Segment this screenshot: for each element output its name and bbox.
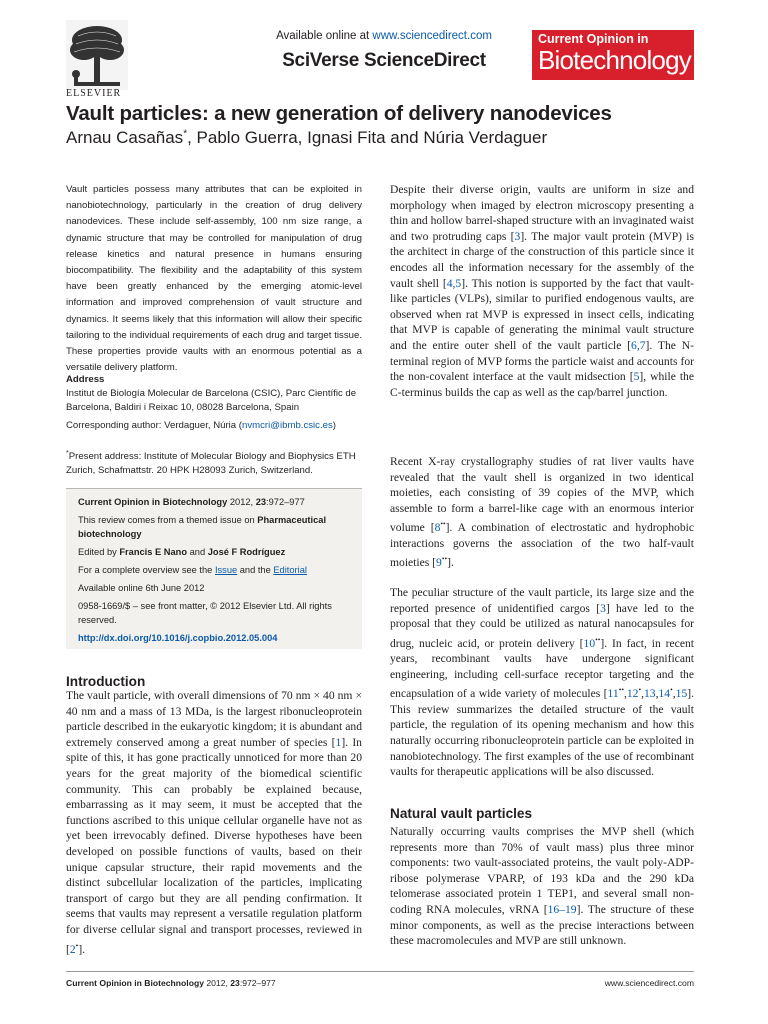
p2-c: ]. — [447, 556, 454, 570]
address-text: Institut de Biología Molecular de Barcelona (CSIC), Parc Científic de Barcelona, Baldiri i Reixac 10, 08028 Barcelona, Spain — [66, 388, 357, 413]
info-journal: Current Opinion in Biotechnology — [78, 497, 228, 507]
p4-b: ]. The structure of these minor components, as well as the precise interactions between these macromolecules and MVP are still unknown. — [390, 902, 694, 948]
info-citation — [78, 496, 352, 510]
p1-b: ]. The major vault protein (MVP) is the architect in charge of the construction of this particle since it encodes all the information necessary for the assembly of the vault shell [ — [390, 229, 694, 290]
address-block — [66, 373, 362, 415]
info-editor-1: Francis E Nano — [119, 546, 188, 557]
ref-5[interactable]: 5 — [633, 370, 640, 384]
paragraph-1 — [390, 182, 694, 400]
info-volume: 23 — [255, 497, 267, 507]
p3-sep-3: , — [655, 687, 659, 701]
p1-a: Despite their diverse origin, vaults are uniform in size and morphology when imaged by electron microscopy presenting a thin and hollow barrel-shaped structure with an invaginated waist and two protruding caps [ — [390, 183, 694, 243]
info-cite: 2012, — [227, 497, 256, 507]
p2-b: ]. A combination of electrostatic and hydrophobic interactions governs the association of the two half-vault moieties [ — [390, 521, 694, 570]
p1-e: ], while the C-terminus builds the cap as well as the cap/barrel junction. — [390, 370, 695, 399]
introduction-heading: Introduction — [66, 674, 146, 689]
author-1-mark: * — [183, 128, 188, 140]
paragraph-3 — [390, 585, 694, 780]
present-address-mark: * — [66, 450, 69, 457]
info-overview-mid: and the — [237, 565, 274, 576]
author-rest: , Pablo Guerra, Ignasi Fita and Núria Verdaguer — [187, 128, 548, 147]
sciencedirect-link[interactable]: www.sciencedirect.com — [372, 30, 492, 42]
info-edited — [78, 546, 352, 560]
p4-a: Naturally occurring vaults comprises the MVP shell (which represents more than 70% of vault mass) plus three minor components: two vault-associated proteins, the vault poly-ADP-ribose polymerase VPARP, of 193 kDa and the 290 kDa telomerase associated protein 1 TEP1, and several small non-coding RNA molecules, vRNA [ — [390, 825, 694, 916]
ref-9[interactable]: 9 — [436, 556, 442, 570]
corresponding-author — [66, 419, 362, 433]
issue-link[interactable]: Issue — [214, 565, 238, 576]
p3-d: ]. This review summarizes the detailed structure of the vault particle, the regulation of its opening mechanism and how this naturally occurring ribonucleoprotein particle can be exploited in nanobiotechnology. The first examples of the use of recombinant vaults for therapeutic applications will be also discussed. — [390, 687, 694, 779]
ref-1[interactable]: 1 — [335, 735, 342, 749]
info-overview — [78, 564, 352, 578]
ref-9-mark: •• — [441, 554, 448, 564]
p1-d: ]. The N-terminal region of MVP forms the particle waist and accounts for the non-covalent interface at the vault midsection [ — [390, 338, 694, 384]
ref-10-mark: •• — [595, 634, 601, 644]
publisher-name: ELSEVIER — [66, 88, 122, 99]
ref-2-mark: • — [75, 940, 79, 950]
journal-banner-main: Biotechnology — [538, 45, 691, 75]
p3-a: The peculiar structure of the vault particle, its large size and the reported presence of unidentified cargos [ — [390, 586, 694, 615]
corresponding-prefix: Corresponding author: Verdaguer, Núria ( — [66, 420, 242, 431]
info-theme: Pharmaceutical biotechnology — [78, 515, 327, 539]
p3-sep-1: , — [623, 687, 627, 701]
author-1: Arnau Casañas — [66, 128, 184, 147]
paragraph-2 — [390, 454, 694, 571]
ref-4-5[interactable]: 4,5 — [446, 276, 462, 290]
ref-6-7[interactable]: 6,7 — [631, 338, 646, 352]
present-address — [66, 447, 362, 478]
ref-3b[interactable]: 3 — [600, 601, 606, 615]
info-available: Available online 6th June 2012 — [78, 583, 205, 594]
p3-c: ]. In fact, in recent years, recombinant vaults have undergone significant engineering, including cell-surface receptor targeting and the encapsulation of a wide variety of molecules [ — [390, 636, 694, 701]
info-pages: :972–977 — [266, 497, 305, 507]
natural-vault-heading: Natural vault particles — [390, 806, 533, 821]
intro-text-a: The vault particle, with overall dimensions of 70 nm × 40 nm × 40 nm and a mass of 13 MDa, is the largest ribonucleoprotein particle described in the eukaryotic kingdom; it is abundant and extremely conserved among a great number of species [ — [66, 689, 362, 749]
ref-15[interactable]: 15 — [675, 687, 688, 701]
article-info-box — [66, 488, 362, 649]
ref-13[interactable]: 13 — [644, 687, 656, 701]
intro-text-c: ]. — [78, 942, 86, 956]
footer-volume: 23 — [230, 978, 240, 988]
ref-14-mark: • — [670, 685, 673, 695]
info-edited-and: and — [187, 546, 208, 557]
ref-14[interactable]: 14 — [658, 687, 671, 701]
info-overview-prefix: For a complete overview see the — [78, 565, 215, 576]
footer-journal: Current Opinion in Biotechnology — [66, 978, 204, 988]
journal-banner-top: Current Opinion in — [538, 32, 649, 46]
doi-link[interactable]: http://dx.doi.org/10.1016/j.copbio.2012.05.004 — [78, 633, 278, 644]
available-prefix: Available online at — [276, 30, 373, 42]
ref-10[interactable]: 10 — [583, 636, 596, 650]
info-themed — [78, 514, 352, 542]
journal-banner — [532, 30, 694, 80]
footer-year: 2012, — [203, 978, 231, 988]
info-themed-prefix: This review comes from a themed issue on — [78, 515, 258, 526]
footer-divider — [66, 971, 694, 972]
footer-pages: :972–977 — [239, 978, 276, 988]
abstract: Vault particles possess many attributes that can be exploited in nanobiotechnology, particularly in the creation of drug delivery nanodevices. These include self-assembly, 100 nm size range, a dynamic structure that may be controlled for manipulation of drug release kinetics and natural presence in humans ensuring biocompatibility. The flexibility and the adaptability of this system have been greatly enhanced by the emerging atomic-level information and improved comprehension of vault structure and dynamics. It seems likely that this information will allow their specific tailoring to the individual requirements of each drug and target tissue. These properties provide vaults with an enormous potential as a versatile delivery platform. — [66, 184, 362, 374]
p3-sep-2: , — [641, 687, 644, 701]
ref-16-19[interactable]: 16–19 — [547, 902, 577, 916]
platform-name: SciVerse ScienceDirect — [282, 50, 486, 71]
p1-c: ]. This notion is supported by the fact that vault-like particles (VLPs), similar to purified endogenous vaults, are observed when rat MVP is expressed in insect cells, indicating that MVP is capable of generating the minimal vault structure and the entire outer shell of the vault particle [ — [390, 276, 694, 352]
present-address-text: Present address: Institute of Molecular Biology and Biophysics ETH Zurich, Schafmattstr. 20 HPK H28093 Zurich, Switzerland. — [66, 451, 356, 477]
ref-2[interactable]: 2 — [69, 942, 76, 956]
intro-text-b: ]. In spite of this, it has gone practically unnoticed for more than 20 years for the great majority of the biomedical scientific community. This can probably be explained because, embarrassing as it may seem, it must be accepted that the functions ascribed to this unique cellular organelle have not as yet been irrevocably defined. Diverse hypotheses have been developed on possible functions of vaults, based on their unique capsular structure, their rapid movements and the distinct subcellular localization of the particles, implicating transport of cargo but they are all pending confirmation. It seems that vaults may represent a versatile regulation platform for diverse cellular signal and transport processes, reviewed in [ — [66, 735, 362, 956]
ref-11-mark: •• — [618, 685, 624, 695]
footer-citation — [66, 978, 276, 988]
ref-8-mark: •• — [440, 519, 446, 529]
ref-8[interactable]: 8 — [434, 521, 441, 535]
info-copyright: 0958-1669/$ – see front matter, © 2012 Elsevier Ltd. All rights reserved. — [78, 601, 332, 626]
email-link[interactable]: nvmcri@ibmb.csic.es — [242, 420, 333, 431]
footer-site: www.sciencedirect.com — [604, 978, 694, 988]
p3-b: ] have led to the proposal that they could be utilized as natural nanocapsules for drug, nucleic acid, or protein delivery [ — [390, 601, 694, 650]
corresponding-suffix: ) — [332, 420, 336, 431]
address-heading: Address — [66, 374, 105, 385]
p2-a: Recent X-ray crystallography studies of rat liver vaults have revealed that the vault shell is organized in two identical moieties, each consisting of 39 copies of the MVP, which assemble to form a barrel-like cage with an enormous interior volume [ — [390, 455, 694, 535]
ref-11[interactable]: 11 — [607, 687, 619, 701]
ref-12-mark: • — [638, 685, 642, 695]
ref-12[interactable]: 12 — [626, 687, 639, 701]
info-edited-prefix: Edited by — [78, 546, 120, 557]
p3-sep-4: , — [672, 687, 676, 701]
ref-3[interactable]: 3 — [514, 229, 521, 243]
authors — [66, 128, 547, 148]
info-editor-2: José F Rodríguez — [207, 546, 286, 557]
paragraph-4 — [390, 824, 694, 949]
introduction-text — [66, 688, 362, 957]
article-title: Vault particles: a new generation of delivery nanodevices — [66, 102, 612, 125]
editorial-link[interactable]: Editorial — [273, 565, 307, 576]
